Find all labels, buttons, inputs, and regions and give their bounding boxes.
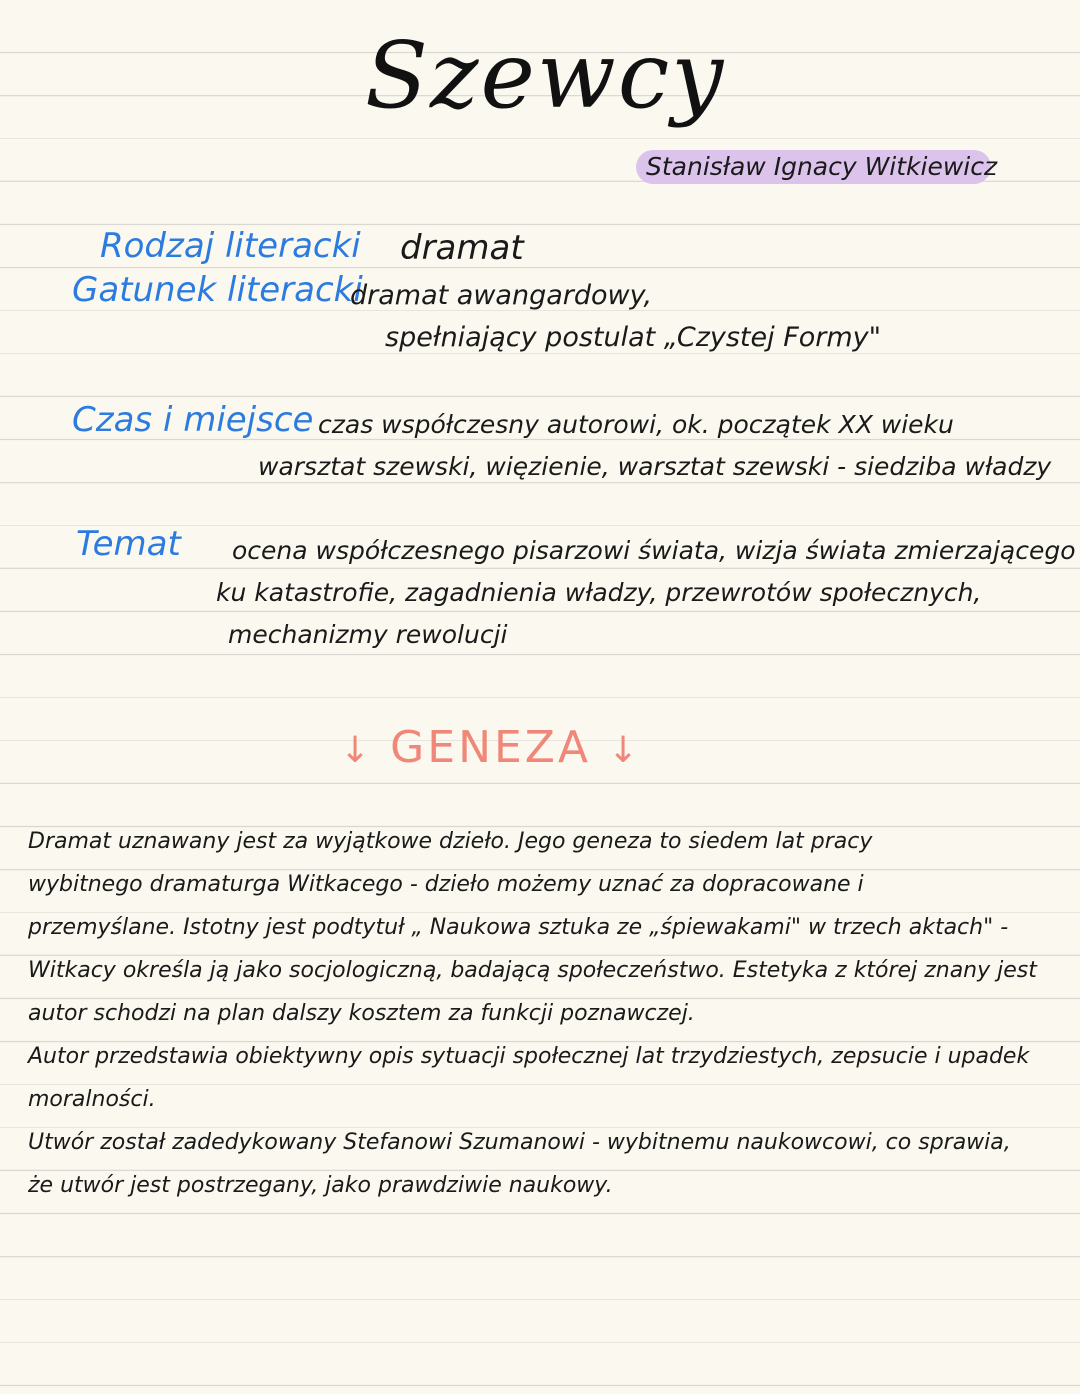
- genesis-line: że utwór jest postrzegany, jako prawdziwie naukowy.: [28, 1173, 613, 1198]
- label-czas: Czas i miejsce: [72, 400, 314, 440]
- label-gatunek: Gatunek literacki: [72, 270, 363, 310]
- page-title: Szewcy: [365, 22, 726, 129]
- value-czas-line2: warsztat szewski, więzienie, warsztat szewski - siedziba władzy: [258, 452, 1052, 481]
- value-temat-line1: ocena współczesnego pisarzowi świata, wizja świata zmierzającego: [232, 536, 1076, 565]
- arrow-down-icon: ↓: [340, 730, 374, 771]
- value-temat-line2: ku katastrofie, zagadnienia władzy, przewrotów społecznych,: [216, 578, 982, 607]
- arrow-down-icon: ↓: [608, 730, 642, 771]
- value-rodzaj: dramat: [400, 228, 524, 268]
- value-gatunek-line1: dramat awangardowy,: [350, 280, 653, 311]
- genesis-line: Dramat uznawany jest za wyjątkowe dzieło. Jego geneza to siedem lat pracy: [28, 829, 873, 854]
- value-czas-line1: czas współczesny autorowi, ok. początek XX wieku: [318, 410, 954, 439]
- genesis-line: Witkacy określa ją jako socjologiczną, badającą społeczeństwo. Estetyka z której znany jest: [28, 958, 1037, 983]
- value-gatunek-line2: spełniający postulat „Czystej Formy": [385, 322, 882, 353]
- genesis-heading-text: GENEZA: [390, 722, 592, 773]
- genesis-line: wybitnego dramaturga Witkacego - dzieło możemy uznać za dopracowane i: [28, 872, 864, 897]
- value-temat-line3: mechanizmy rewolucji: [228, 620, 508, 649]
- genesis-line: moralności.: [28, 1087, 156, 1112]
- genesis-line: Utwór został zadedykowany Stefanowi Szumanowi - wybitnemu naukowcowi, co sprawia,: [28, 1130, 1011, 1155]
- genesis-line: Autor przedstawia obiektywny opis sytuacji społecznej lat trzydziestych, zepsucie i upadek: [28, 1044, 1030, 1069]
- genesis-line: autor schodzi na plan dalszy kosztem za funkcji poznawczej.: [28, 1001, 695, 1026]
- genesis-paragraph: [28, 820, 1058, 1207]
- genesis-heading: [340, 722, 641, 773]
- author-highlight: Stanisław Ignacy Witkiewicz: [636, 150, 991, 184]
- label-rodzaj: Rodzaj literacki: [100, 226, 361, 266]
- label-temat: Temat: [76, 524, 181, 564]
- genesis-line: przemyślane. Istotny jest podtytuł „ Naukowa sztuka ze „śpiewakami" w trzech aktach" -: [28, 915, 1009, 940]
